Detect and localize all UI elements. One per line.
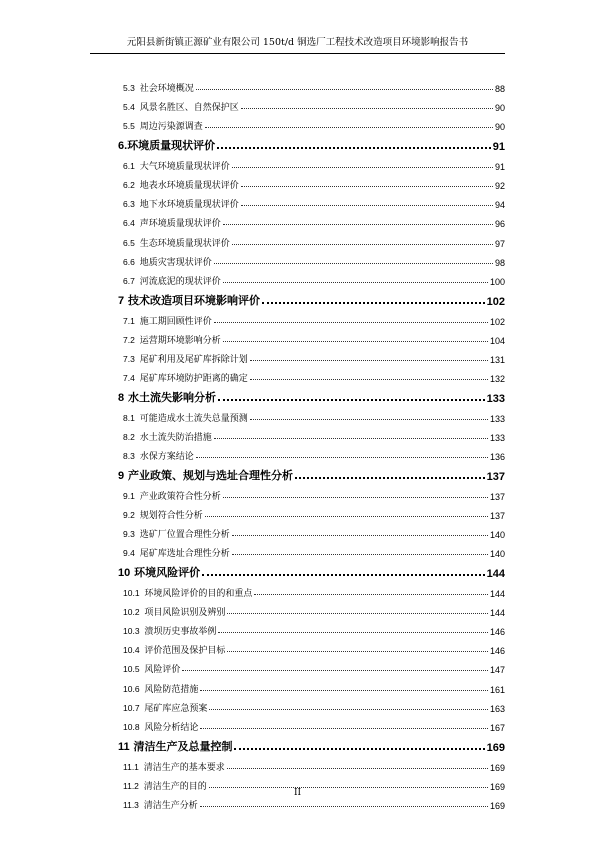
toc-entry-title (123, 508, 203, 521)
toc-section-entry[interactable] (118, 268, 505, 287)
dot-leader (232, 535, 488, 536)
toc-entry-title (123, 624, 216, 637)
toc-entry-number: 10.8 (123, 721, 140, 732)
toc-section-entry[interactable] (118, 249, 505, 268)
dot-leader (214, 322, 488, 323)
toc-entry-number: 6.5 (123, 237, 135, 248)
toc-chapter-entry[interactable] (118, 462, 505, 483)
toc-entry-text: 水土流失防治措施 (139, 432, 212, 443)
dot-leader (241, 205, 493, 206)
page-number: II (293, 788, 302, 798)
toc-entry-title (123, 100, 239, 113)
toc-section-entry[interactable] (118, 191, 505, 210)
toc-entry-text: 清洁生产的目的 (143, 781, 207, 792)
toc-section-entry[interactable] (118, 502, 505, 521)
toc-entry-text: 风险评价 (144, 665, 181, 676)
toc-entry-text: 产业政策符合性分析 (139, 491, 221, 502)
toc-entry-number: 6.6 (123, 256, 135, 267)
toc-chapter-entry[interactable] (118, 384, 505, 405)
toc-entry-text: 地表水环境质量现状评价 (139, 181, 239, 192)
toc-entry-text: 风险防范措施 (144, 684, 199, 695)
toc-entry-number: 6. (118, 140, 128, 153)
toc-entry-title (118, 389, 216, 405)
toc-entry-number: 6.4 (123, 218, 135, 229)
toc-page-number: 131 (489, 354, 505, 365)
toc-entry-title (123, 411, 248, 424)
toc-page-number: 104 (489, 335, 505, 346)
dot-leader (196, 457, 488, 458)
toc-chapter-entry[interactable] (118, 132, 505, 153)
toc-entry-text: 河流底泥的现状评价 (139, 276, 221, 287)
dot-leader (196, 89, 493, 90)
toc-entry-number: 10.2 (123, 607, 140, 618)
toc-page-number: 92 (494, 181, 505, 192)
toc-page-number: 137 (486, 470, 505, 483)
toc-page-number: 169 (489, 762, 505, 773)
dot-leader (200, 806, 488, 807)
toc-entry-number: 8 (118, 391, 125, 404)
toc-section-entry[interactable] (118, 346, 505, 365)
dot-leader (227, 613, 488, 614)
toc-section-entry[interactable] (118, 695, 505, 714)
toc-entry-number: 11.1 (123, 761, 139, 772)
toc-entry-number: 10.5 (123, 664, 140, 675)
toc-entry-text: 环境风险评价的目的和重点 (144, 589, 253, 600)
toc-page-number: 90 (494, 122, 505, 133)
toc-entry-title (118, 137, 215, 153)
toc-entry-title (118, 738, 232, 754)
toc-page-number: 147 (489, 665, 505, 676)
dot-leader (218, 399, 485, 401)
toc-entry-text: 清洁生产及总量控制 (133, 739, 233, 753)
toc-entry-text: 风景名胜区、自然保护区 (139, 103, 239, 114)
toc-entry-number: 6.7 (123, 275, 135, 286)
toc-section-entry[interactable] (118, 424, 505, 443)
dot-leader (223, 341, 488, 342)
toc-entry-title (118, 564, 200, 580)
toc-chapter-entry[interactable] (118, 287, 505, 308)
dot-leader (209, 709, 488, 710)
toc-entry-number: 5.5 (123, 121, 135, 132)
toc-section-entry[interactable] (118, 229, 505, 248)
toc-page-number: 133 (486, 392, 505, 405)
dot-leader (218, 632, 488, 633)
toc-page-number: 96 (494, 219, 505, 230)
toc-entry-number: 11.3 (123, 799, 139, 810)
toc-page-number: 137 (489, 491, 505, 502)
toc-page-number: 91 (494, 162, 505, 173)
dot-leader (223, 224, 493, 225)
toc-entry-text: 可能造成水土流失总量预测 (139, 413, 248, 424)
toc-entry-number: 10.1 (123, 588, 140, 599)
toc-entry-text: 技术改造项目环境影响评价 (127, 293, 260, 307)
toc-entry-text: 评价范围及保护目标 (144, 646, 226, 657)
toc-entry-title (123, 643, 225, 656)
toc-section-entry[interactable] (118, 75, 505, 94)
dot-leader (205, 127, 493, 128)
toc-entry-title (123, 81, 194, 94)
toc-entry-title (123, 371, 248, 384)
toc-entry-title (123, 760, 225, 773)
toc-entry-text: 环境风险评价 (134, 565, 201, 579)
toc-entry-text: 运营期环境影响分析 (139, 335, 221, 346)
toc-entry-number: 8.3 (123, 450, 135, 461)
toc-section-entry[interactable] (118, 308, 505, 327)
toc-entry-title (123, 255, 212, 268)
dot-leader (250, 360, 488, 361)
toc-page-number: 161 (489, 684, 505, 695)
toc-entry-text: 选矿厂位置合理性分析 (139, 530, 230, 541)
toc-entry-title (123, 274, 221, 287)
toc-page-number: 163 (489, 703, 505, 714)
dot-leader (217, 147, 491, 149)
toc-entry-number: 10 (118, 566, 131, 579)
toc-entry-text: 大气环境质量现状评价 (139, 162, 230, 173)
table-of-contents (118, 75, 505, 811)
toc-entry-number: 11 (118, 740, 130, 753)
toc-section-entry[interactable] (118, 365, 505, 384)
toc-entry-number: 10.6 (123, 683, 140, 694)
dot-leader (227, 651, 488, 652)
toc-entry-title (123, 527, 230, 540)
toc-section-entry[interactable] (118, 618, 505, 637)
toc-entry-title (123, 701, 207, 714)
toc-page-number: 102 (486, 295, 505, 308)
toc-page-number: 137 (489, 510, 505, 521)
toc-entry-text: 清洁生产分析 (143, 800, 198, 811)
dot-leader (227, 768, 488, 769)
toc-entry-title (123, 119, 203, 132)
toc-entry-title (123, 216, 221, 229)
toc-section-entry[interactable] (118, 754, 505, 773)
toc-entry-number: 7 (118, 294, 125, 307)
toc-page-number: 97 (494, 238, 505, 249)
dot-leader (234, 748, 484, 750)
toc-entry-text: 规划符合性分析 (139, 510, 203, 521)
toc-entry-number: 7.4 (123, 372, 135, 383)
toc-entry-number: 7.1 (123, 315, 135, 326)
toc-entry-text: 生态环境质量现状评价 (139, 238, 230, 249)
toc-entry-number: 6.2 (123, 180, 135, 191)
toc-page-number: 169 (489, 800, 505, 811)
dot-leader (232, 554, 488, 555)
toc-page-number: 169 (489, 781, 505, 792)
toc-entry-text: 施工期回顾性评价 (139, 316, 212, 327)
toc-entry-title (123, 546, 230, 559)
toc-page-number: 140 (489, 549, 505, 560)
toc-entry-number: 9 (118, 469, 125, 482)
toc-page-number: 140 (489, 530, 505, 541)
dot-leader (200, 690, 488, 691)
toc-entry-number: 10.3 (123, 626, 140, 637)
toc-entry-title (118, 467, 293, 483)
toc-entry-number: 7.3 (123, 353, 135, 364)
toc-entry-number: 11.2 (123, 780, 139, 791)
toc-page-number: 167 (489, 722, 505, 733)
toc-section-entry[interactable] (118, 580, 505, 599)
dot-leader (250, 419, 488, 420)
dot-leader (241, 108, 493, 109)
toc-section-entry[interactable] (118, 405, 505, 424)
toc-entry-title (123, 605, 225, 618)
dot-leader (223, 282, 488, 283)
toc-page-number: 94 (494, 200, 505, 211)
toc-section-entry[interactable] (118, 714, 505, 733)
toc-section-entry[interactable] (118, 327, 505, 346)
toc-page-number: 144 (489, 589, 505, 600)
dot-leader (262, 302, 485, 304)
toc-entry-text: 项目风险识别及辨别 (144, 608, 226, 619)
toc-entry-text: 环境质量现状评价 (127, 139, 216, 153)
page-header: 元阳县新街镇正源矿业有限公司 150t/d 铜选厂工程技术改造项目环境影响报告书 (90, 34, 505, 54)
toc-entry-title (123, 430, 212, 443)
toc-page-number: 100 (489, 276, 505, 287)
toc-section-entry[interactable] (118, 443, 505, 462)
toc-entry-title (123, 159, 230, 172)
toc-entry-text: 清洁生产的基本要求 (143, 762, 225, 773)
toc-entry-title (123, 236, 230, 249)
dot-leader (223, 497, 488, 498)
toc-section-entry[interactable] (118, 656, 505, 675)
toc-entry-title (118, 292, 260, 308)
toc-entry-text: 尾矿库选址合理性分析 (139, 549, 230, 560)
toc-entry-title (123, 662, 180, 675)
toc-section-entry[interactable] (118, 483, 505, 502)
toc-entry-text: 周边污染源调查 (139, 122, 203, 133)
toc-section-entry[interactable] (118, 153, 505, 172)
toc-entry-text: 水保方案结论 (139, 451, 194, 462)
toc-entry-text: 社会环境概况 (139, 84, 194, 95)
dot-leader (241, 186, 493, 187)
toc-entry-text: 声环境质量现状评价 (139, 219, 221, 230)
toc-entry-text: 溃坝历史事故举例 (144, 627, 217, 638)
toc-page-number: 136 (489, 451, 505, 462)
toc-entry-number: 5.4 (123, 102, 135, 113)
toc-entry-text: 地质灾害现状评价 (139, 257, 212, 268)
dot-leader (254, 594, 488, 595)
toc-entry-text: 尾矿库应急预案 (144, 703, 208, 714)
toc-entry-title (123, 798, 198, 811)
toc-entry-text: 风险分析结论 (144, 722, 199, 733)
dot-leader (250, 379, 488, 380)
toc-page-number: 144 (489, 608, 505, 619)
toc-page-number: 88 (494, 84, 505, 95)
toc-entry-text: 地下水环境质量现状评价 (139, 200, 239, 211)
toc-section-entry[interactable] (118, 675, 505, 694)
dot-leader (214, 438, 488, 439)
toc-entry-title (123, 352, 248, 365)
toc-entry-title (123, 586, 252, 599)
toc-entry-number: 10.4 (123, 645, 140, 656)
toc-entry-text: 水土流失影响分析 (127, 390, 216, 404)
dot-leader (214, 263, 493, 264)
toc-section-entry[interactable] (118, 172, 505, 191)
dot-leader (182, 670, 488, 671)
toc-entry-title (123, 682, 198, 695)
toc-entry-title (123, 489, 221, 502)
toc-entry-title (123, 178, 239, 191)
toc-entry-text: 尾矿库环境防护距离的确定 (139, 373, 248, 384)
dot-leader (205, 516, 488, 517)
toc-page-number: 98 (494, 257, 505, 268)
toc-section-entry[interactable] (118, 94, 505, 113)
toc-page-number: 144 (486, 567, 505, 580)
toc-entry-number: 9.2 (123, 509, 135, 520)
toc-section-entry[interactable] (118, 599, 505, 618)
dot-leader (200, 728, 488, 729)
toc-entry-number: 9.4 (123, 548, 135, 559)
toc-entry-number: 9.3 (123, 529, 135, 540)
toc-page-number: 133 (489, 413, 505, 424)
toc-entry-title (123, 197, 239, 210)
toc-section-entry[interactable] (118, 210, 505, 229)
toc-entry-title (123, 333, 221, 346)
toc-page-number: 132 (489, 373, 505, 384)
toc-chapter-entry[interactable] (118, 559, 505, 580)
toc-chapter-entry[interactable] (118, 733, 505, 754)
toc-entry-title (123, 720, 198, 733)
dot-leader (295, 477, 485, 479)
toc-entry-number: 6.3 (123, 199, 135, 210)
toc-entry-number: 8.2 (123, 431, 135, 442)
toc-entry-text: 产业政策、规划与选址合理性分析 (127, 468, 293, 482)
toc-entry-number: 10.7 (123, 702, 140, 713)
toc-entry-text: 尾矿利用及尾矿库拆除计划 (139, 354, 248, 365)
toc-section-entry[interactable] (118, 521, 505, 540)
toc-page-number: 146 (489, 627, 505, 638)
toc-page-number: 90 (494, 103, 505, 114)
toc-page-number: 146 (489, 646, 505, 657)
dot-leader (232, 167, 493, 168)
toc-entry-number: 7.2 (123, 334, 135, 345)
toc-section-entry[interactable] (118, 637, 505, 656)
toc-entry-title (123, 449, 194, 462)
toc-section-entry[interactable] (118, 113, 505, 132)
dot-leader (232, 244, 493, 245)
toc-page-number: 169 (486, 741, 505, 754)
toc-entry-number: 8.1 (123, 412, 135, 423)
toc-page-number: 91 (492, 141, 505, 154)
toc-entry-title (123, 314, 212, 327)
toc-page-number: 133 (489, 432, 505, 443)
toc-page-number: 102 (489, 316, 505, 327)
toc-entry-number: 6.1 (123, 161, 135, 172)
toc-entry-number: 9.1 (123, 490, 135, 501)
toc-section-entry[interactable] (118, 540, 505, 559)
dot-leader (202, 574, 485, 576)
toc-entry-number: 5.3 (123, 83, 135, 94)
